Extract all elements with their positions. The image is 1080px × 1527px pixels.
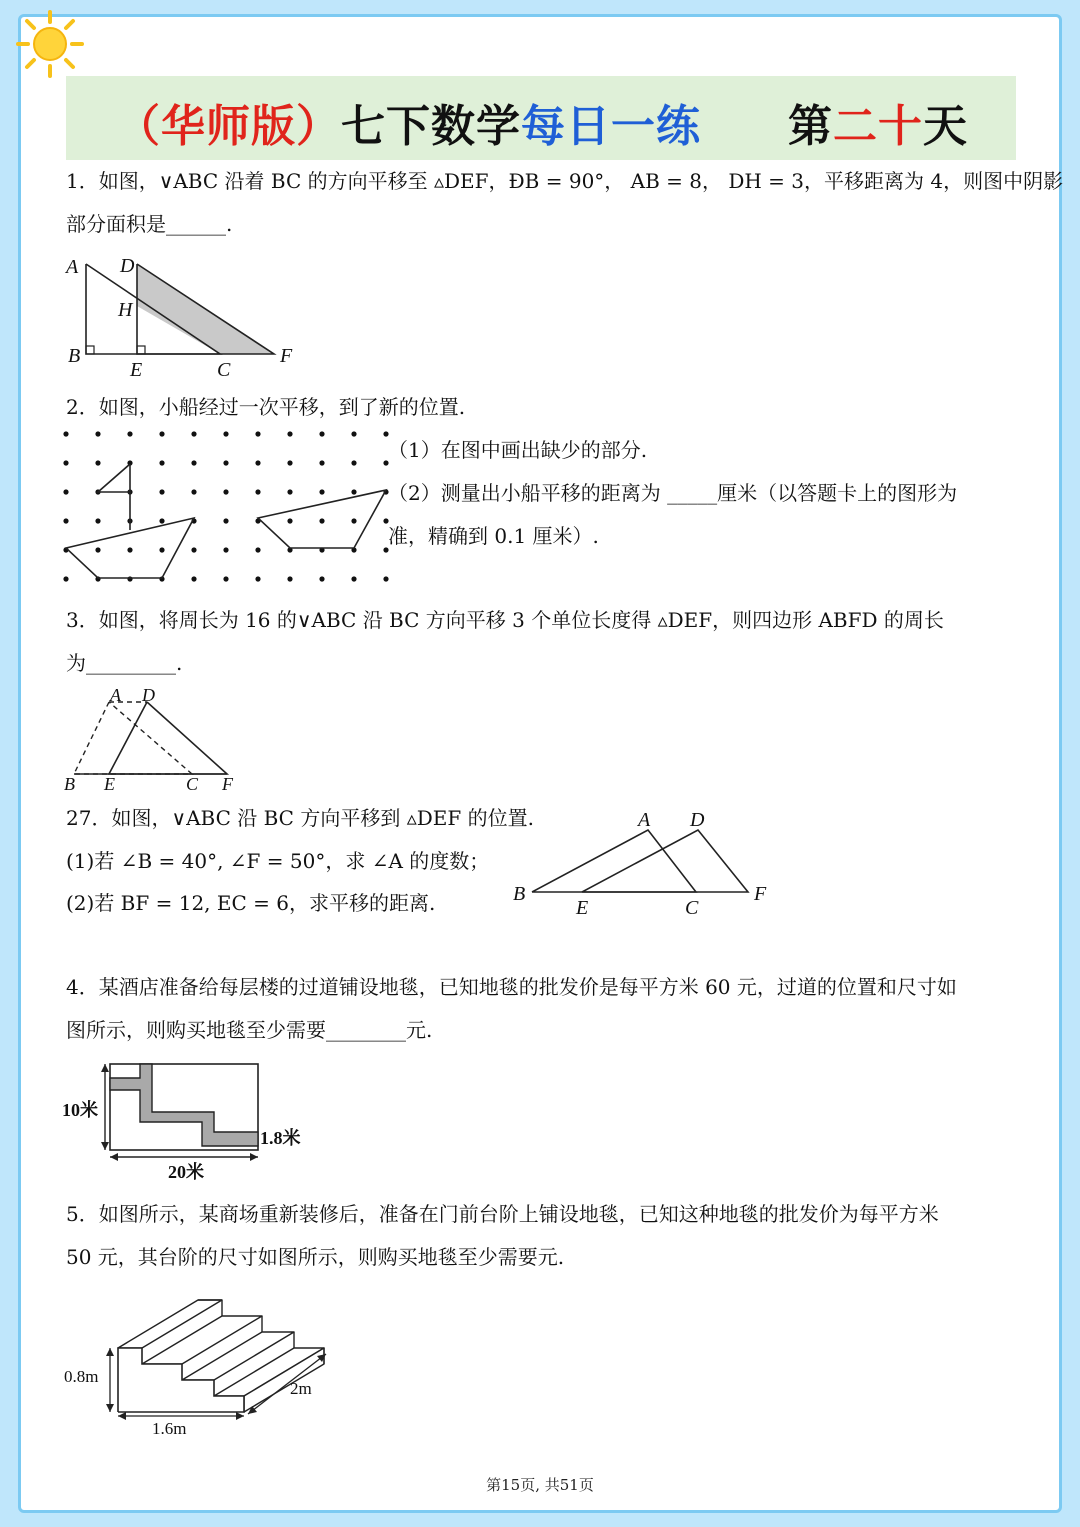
q1-line2: 部分面积是______. [66,212,233,236]
q5-figure [60,1290,340,1450]
label-E: E [576,897,589,919]
q5-line1: 5．如图所示，某商场重新装修后，准备在门前台阶上铺设地毯，已知这种地毯的批发价为每平方米 [66,1202,939,1226]
grid-dot [319,576,324,581]
grid-dot [191,547,196,552]
label-B: B [513,883,526,905]
grid-dot [351,576,356,581]
q3-figure [62,684,252,794]
grid-dot [191,576,196,581]
q2-part2a: （2）测量出小船平移的距离为 _____厘米（以答题卡上的图形为 [388,481,958,505]
q27-figure [508,806,778,924]
q5-line2: 50 元，其台阶的尺寸如图所示，则购买地毯至少需要元. [66,1245,565,1269]
dim-depth: 2m [290,1379,312,1398]
dim-height: 10米 [62,1100,98,1120]
label-D: D [142,685,155,705]
grid-dot [95,431,100,436]
grid-dot [287,489,292,494]
label-F: F [754,883,767,905]
label-D: D [690,809,705,831]
label-B: B [64,774,75,794]
q3-line2: 为_________. [66,651,183,675]
title-banner [66,76,1016,160]
dim-width: 20米 [168,1162,204,1182]
grid-dot [127,431,132,436]
grid-dot [223,460,228,465]
grid-dot [319,489,324,494]
grid-dot [63,460,68,465]
grid-dot [287,576,292,581]
grid-dot [95,547,100,552]
grid-dot [63,489,68,494]
label-A: A [638,809,651,831]
q2-dot-grid [58,422,393,587]
grid-dot [287,431,292,436]
grid-dot [95,460,100,465]
grid-dot [319,460,324,465]
grid-dot [159,518,164,523]
grid-dot [159,431,164,436]
grid-dot [191,460,196,465]
grid-dot [223,518,228,523]
label-A: A [110,685,121,705]
grid-dot [351,460,356,465]
grid-dot [127,547,132,552]
label-H: H [118,299,133,321]
grid-dot [223,431,228,436]
dim-length: 1.6m [152,1419,187,1438]
label-C: C [186,774,199,794]
label-B: B [68,345,81,367]
label-C: C [217,359,231,381]
q27-line3: (2)若 BF = 12, EC = 6，求平移的距离. [66,891,436,915]
q2-part2b: 准，精确到 0.1 厘米）. [388,524,599,548]
grid-dot [63,431,68,436]
grid-dot [63,576,68,581]
q4-line2: 图所示，则购买地毯至少需要________元. [66,1018,433,1042]
q1-figure [62,252,302,382]
grid-dot [255,460,260,465]
grid-dot [223,576,228,581]
q27-line1: 27．如图，∨ABC 沿 BC 方向平移到 ▵DEF 的位置. [66,806,534,830]
page-number: 第15页, 共51页 [486,1476,594,1494]
label-F: F [222,774,233,794]
grid-dot [63,518,68,523]
grid-dot [319,431,324,436]
grid-dot [287,518,292,523]
dim-corridor: 1.8米 [260,1128,301,1148]
grid-dot [255,547,260,552]
q1-line1: 1．如图，∨ABC 沿着 BC 的方向平移至 ▵DEF，ÐB = 90°， AB = 8， DH = 3，平移距离为 4，则图中阴影 [66,169,1064,193]
grid-dot [223,547,228,552]
q4-line1: 4．某酒店准备给每层楼的过道铺设地毯，已知地毯的批发价是每平方米 60 元，过道的位置和尺寸如 [66,975,957,999]
grid-dot [159,489,164,494]
dim-height: 0.8m [64,1367,99,1386]
label-E: E [104,774,115,794]
grid-dot [351,431,356,436]
grid-dot [127,576,132,581]
sun-icon [14,8,86,80]
grid-dot [159,460,164,465]
day-label: 第二十天 [788,101,968,152]
label-F: F [280,345,293,367]
grid-dot [191,431,196,436]
label-C: C [685,897,699,919]
q2-stem: 2．如图，小船经过一次平移，到了新的位置. [66,395,466,419]
label-A: A [66,256,79,278]
grid-dot [159,547,164,552]
grid-dot [255,489,260,494]
q2-part1: （1）在图中画出缺少的部分. [388,438,648,462]
grid-dot [255,576,260,581]
grid-dot [351,489,356,494]
page-title: （华师版）七下数学每日一练 [116,101,701,152]
q3-line1: 3．如图，将周长为 16 的∨ABC 沿 BC 方向平移 3 个单位长度得 ▵DEF，则四边形 ABFD 的周长 [66,608,944,632]
grid-dot [223,489,228,494]
grid-dot [191,489,196,494]
q27-line2: (1)若 ∠B = 40°, ∠F = 50°，求 ∠A 的度数； [66,849,490,873]
q4-figure [60,1060,330,1188]
grid-dot [287,460,292,465]
grid-dot [255,431,260,436]
label-E: E [130,359,143,381]
label-D: D [120,255,135,277]
grid-dot [319,518,324,523]
grid-dot [383,576,388,581]
grid-dot [95,518,100,523]
grid-dot [351,518,356,523]
